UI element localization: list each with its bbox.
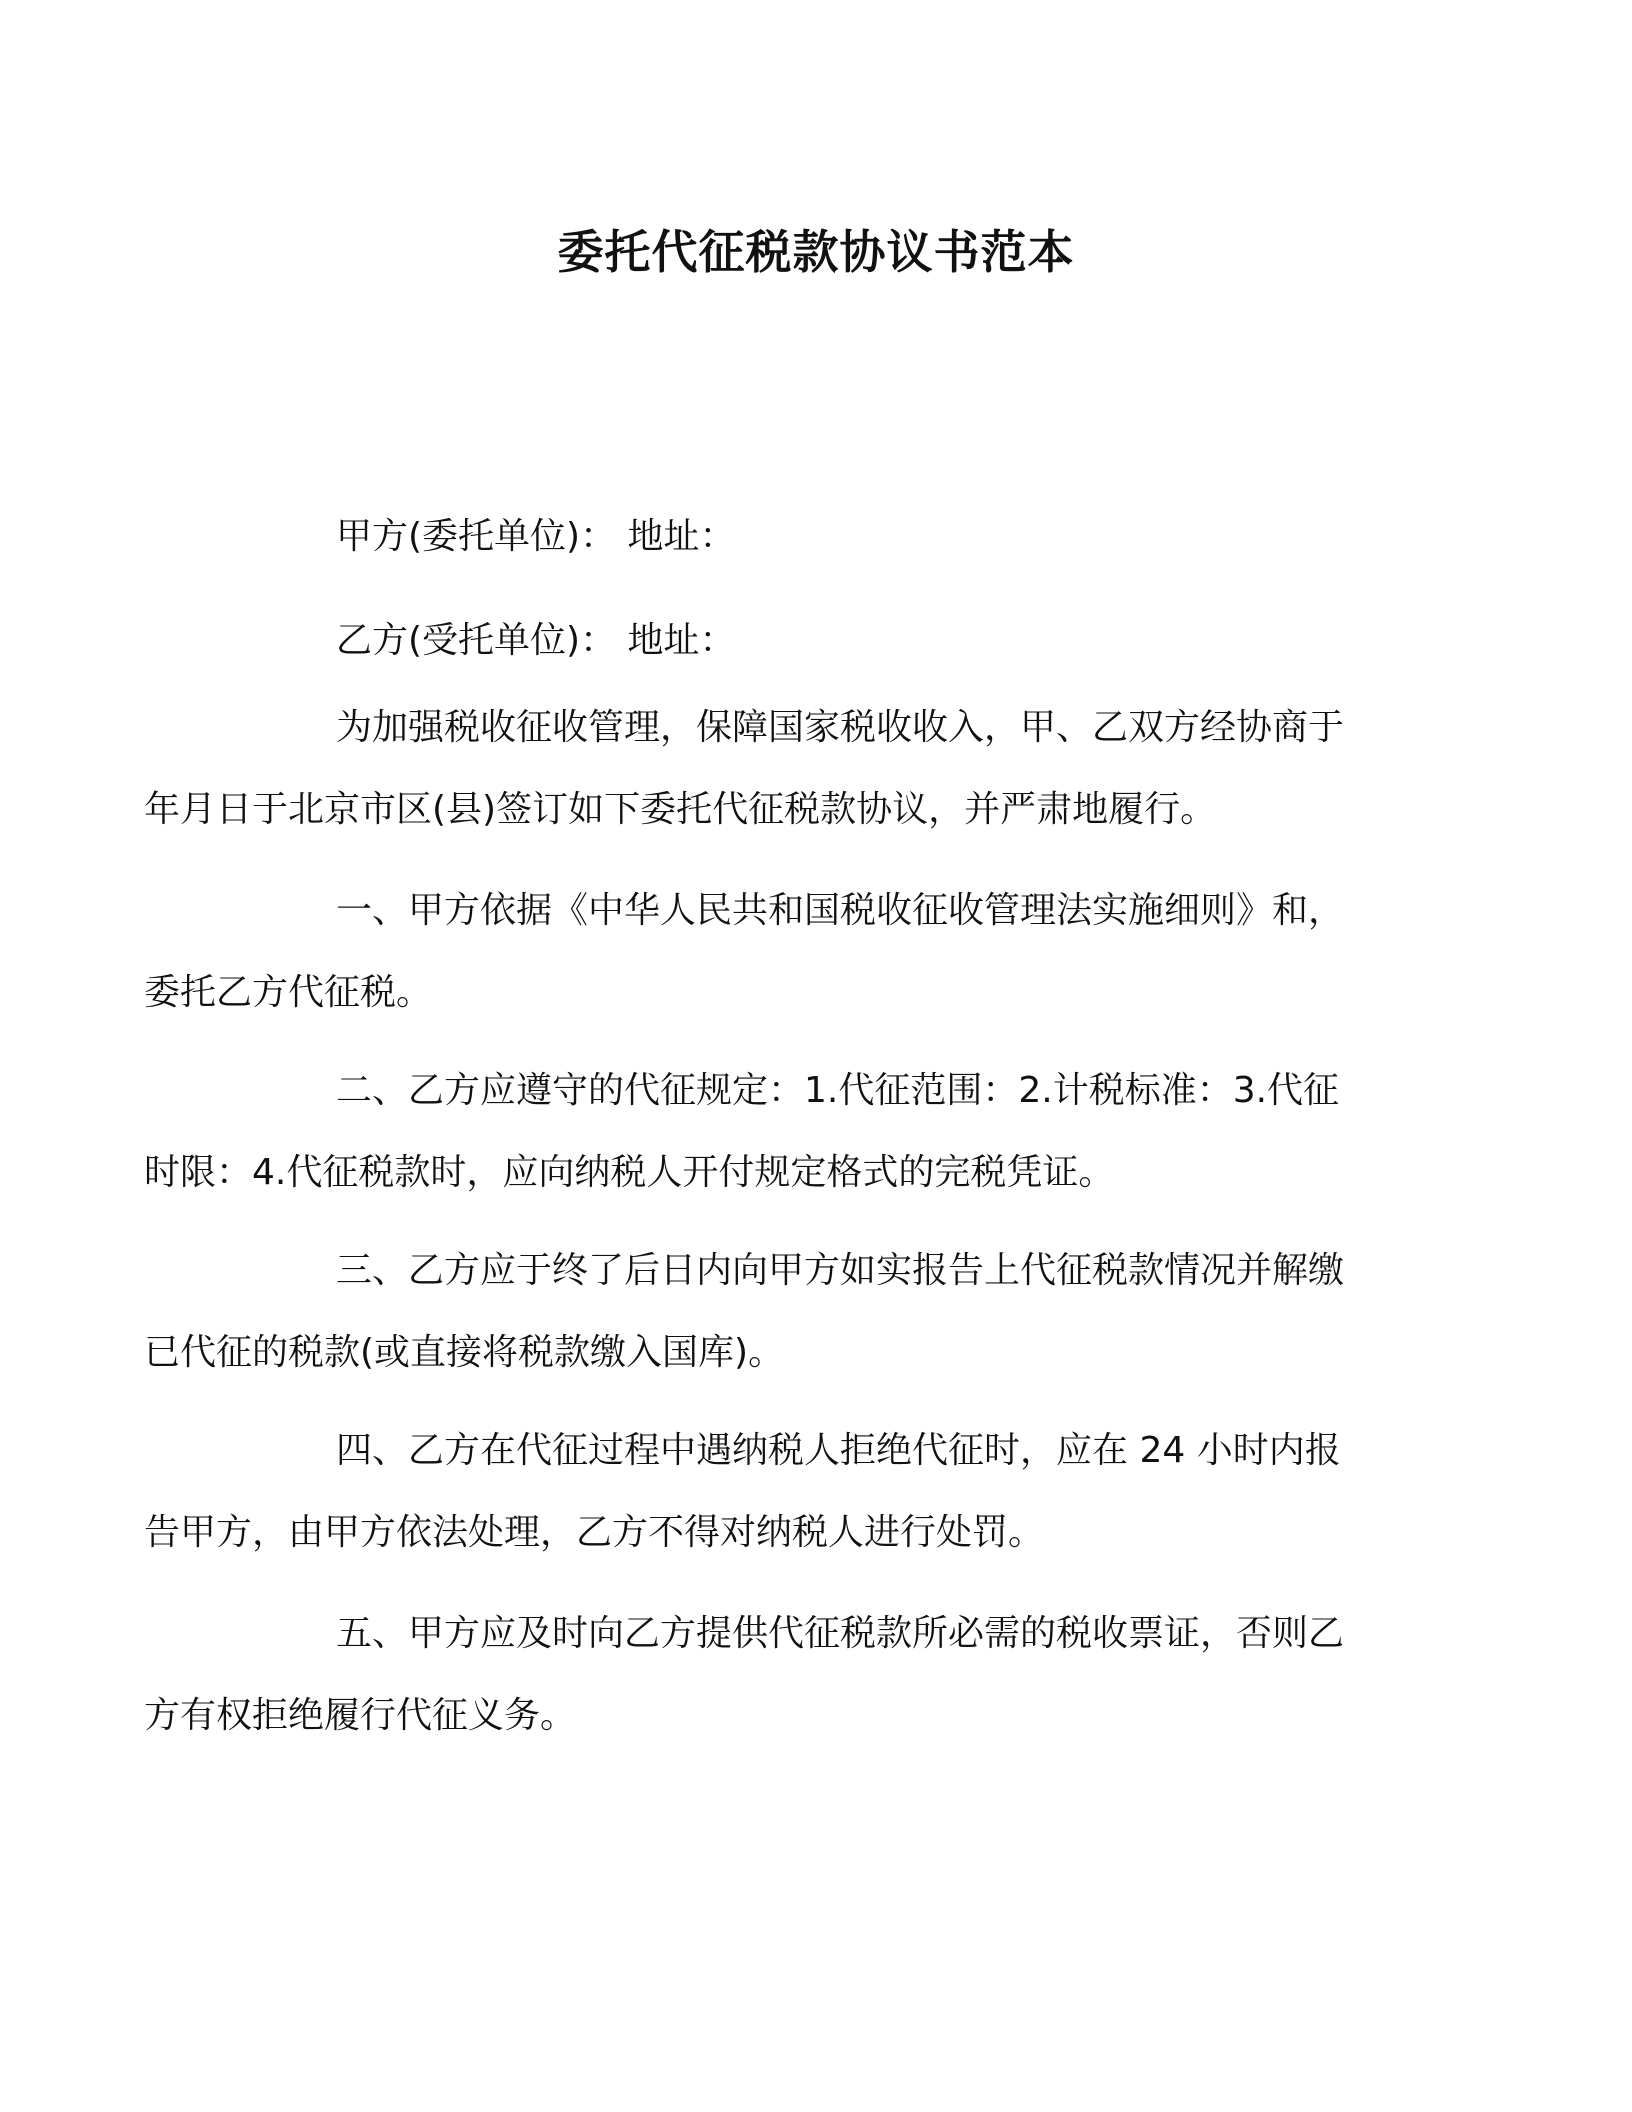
paragraph-line: 时限：4.代征税款时，应向纳税人开付规定格式的完税凭证。 [144,1152,1115,1193]
paragraph-line: 已代征的税款(或直接将税款缴入国库)。 [144,1332,785,1373]
preamble-paragraph [144,687,1380,851]
paragraph-line: 告甲方，由甲方依法处理，乙方不得对纳税人进行处罚。 [144,1512,1045,1553]
paragraph-line: 二、乙方应遵守的代征规定：1.代征范围：2.计税标准：3.代征 [336,1070,1340,1111]
party-a-paragraph [240,496,1380,578]
clause-2-paragraph [144,1050,1380,1214]
paragraph-line: 五、甲方应及时向乙方提供代征税款所必需的税收票证，否则乙 [336,1613,1345,1654]
paragraph-line: 四、乙方在代征过程中遇纳税人拒绝代征时，应在 24 小时内报 [336,1430,1341,1471]
paragraph-line: 年月日于北京市区(县)签订如下委托代征税款协议，并严肃地履行。 [144,789,1217,830]
clause-4-paragraph [144,1410,1380,1574]
paragraph-line: 委托乙方代征税。 [144,972,433,1013]
clause-3-paragraph [144,1230,1380,1394]
paragraph-line: 方有权拒绝履行代征义务。 [144,1695,577,1736]
clause-5-paragraph [144,1593,1380,1757]
document-title: 委托代征税款协议书范本 [557,225,1075,279]
paragraph-line: 一、甲方依据《中华人民共和国税收征收管理法实施细则》和， [336,890,1345,931]
clause-1-paragraph [144,870,1380,1034]
party-b-paragraph [240,600,1380,682]
paragraph-line: 三、乙方应于终了后日内向甲方如实报告上代征税款情况并解缴 [336,1250,1345,1291]
paragraph-line: 为加强税收征收管理，保障国家税收收入，甲、乙双方经协商于 [336,707,1345,748]
paragraph-line: 乙方(受托单位)： 地址： [336,620,736,661]
paragraph-line: 甲方(委托单位)： 地址： [336,516,736,557]
